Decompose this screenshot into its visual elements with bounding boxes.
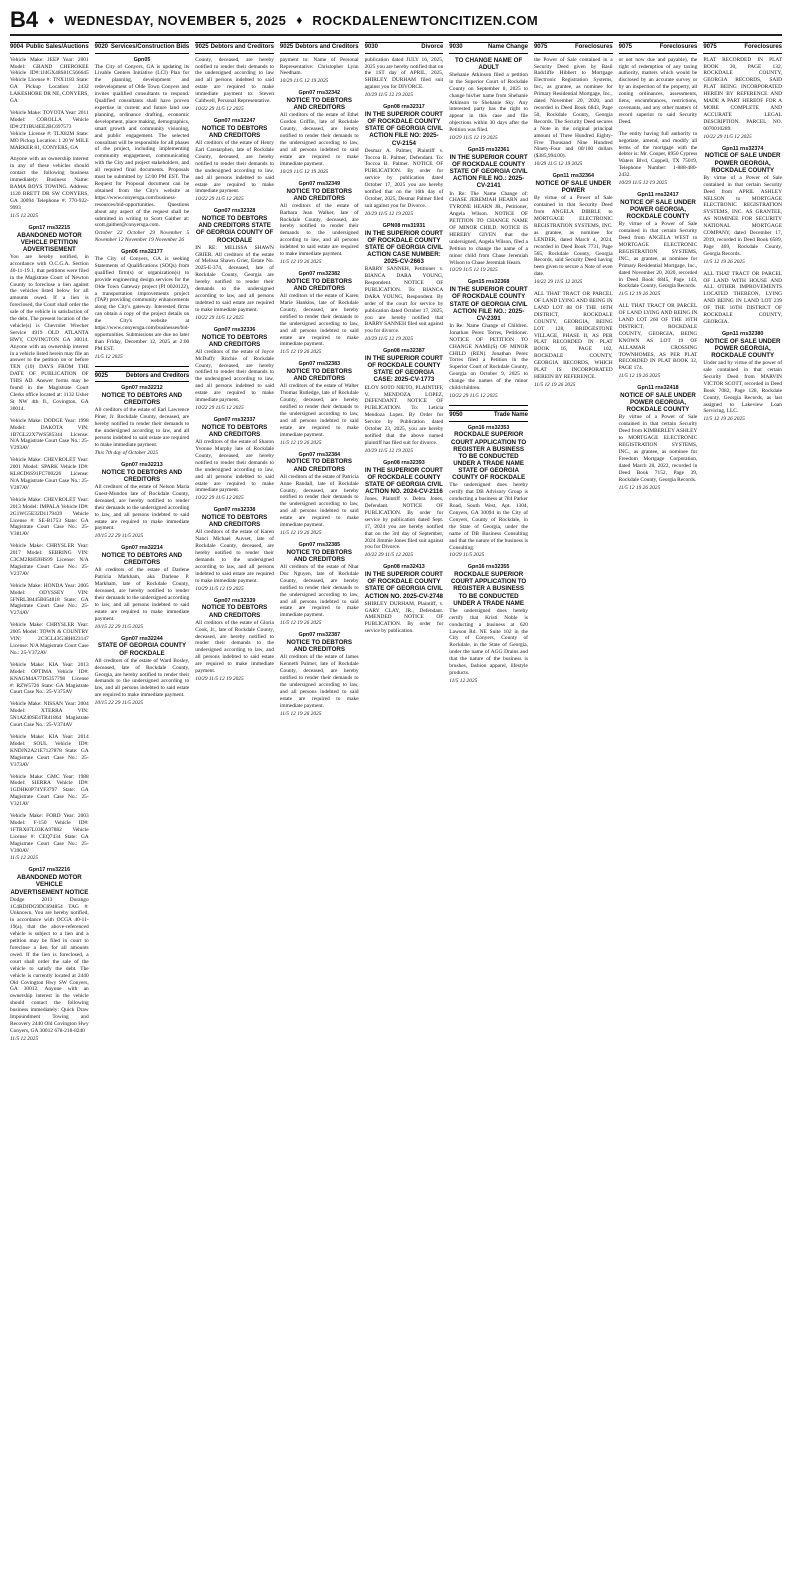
legal-notice xyxy=(534,291,613,389)
notice-body: All creditors of the estate of Gloria Cook, Jr., late of Rockdale County, deceased, are hereby notified to render their demands to the undersigned according to law, and all persons indebted to said estate are required to make immediate payment. xyxy=(195,619,274,675)
notice-title: NOTICE TO DEBTORS AND CREDITORS xyxy=(286,97,352,112)
column-9 xyxy=(703,42,782,1582)
notice-code: Gpn16 rns32353 xyxy=(467,424,510,431)
legal-notice xyxy=(10,225,89,413)
notice-run-dates: 10/29 11/5 12 19 2025 xyxy=(195,675,244,682)
notice-run-dates: 10/22 29 11/5 12 2025 xyxy=(195,495,244,502)
notice-body: By virtue of a Power of Sale contained in that certain Security Deed from KIMBERLEY ASHLEY to MORTGAGE ELECTRONIC REGISTRATION SYSTEMS, INC., as grantee, as nominee for Freedom Mortgage Corporation, dated March 28, 2022, recorded in Deed Book 7152, Page 39, Rockdale County, Georgia Records. xyxy=(618,414,698,483)
notice-body: ALL THAT TRACT OR PARCEL OF LAND LYING AND BEING IN LAND LOT 88 OF THE 16TH DISTRICT, ROCKDALE COUNTY, GEORGIA, BEING LOT 128, BRIDGESTONE VILLAGE, PHASE II, AS PER PLAT RECORDED IN PLAT BOOK 16, PAGE 102, ROCKDALE COUNTY, GEORGIA RECORDS, WHICH PLAT IS INCORPORATED HEREIN BY REFERENCE. xyxy=(533,291,613,380)
legal-notice xyxy=(195,417,274,502)
legal-notice xyxy=(195,327,274,412)
notice-body: The entity having full authority to negotiate, amend, and modify all terms of the mortgage with the debtor is: Mr. Cooper, 8950 Cypress Waters Blvd, Coppell, TX 75019, Telephone Number: 1-888-480-2432. xyxy=(618,130,698,179)
notice-body: Anyone with an ownership interest in any of these vehicles should contact the following business immediately: Business Name: BAMA BOYS TOWING. Address: 1120 BRETT DR SW CONYERS, GA 30094 Telephone #: 770-922-9993 xyxy=(10,156,89,211)
notice-body: All creditors of the estate of Ethel Gordon Griffin, late of Rockdale County, deceased, are hereby notified to render their demands to the undersigned according to law, and all persons indebted to said estate are required to make immediate payment. xyxy=(279,112,359,167)
notice-run-dates: 10/15 22 29 11/5 2025 xyxy=(94,623,144,630)
notice-run-dates: 10/29 11/5 12 19 2025 xyxy=(364,336,414,343)
notice-code: Gpn07 rns32328 xyxy=(213,208,256,215)
notice-body: payment to: Name of Personal Representative: Christopher Lynn Needham. xyxy=(279,56,359,77)
notice-run-dates: 10/22 29 11/5 12 2025 xyxy=(195,405,244,412)
legal-notice xyxy=(365,57,444,99)
notice-body: PLAT RECORDED IN PLAT BOOK 30, PAGE 132, ROCKDALE COUNTY, GEORGIA RECORDS, SAID PLAT BEING INCORPORATED HEREIN BY REFERENCE AND MADE A PART HEREOF FOR A MORE COMPLETE AND ACCURATE LEGAL DESCRIPTION. PARCEL NO. 0070010289. xyxy=(703,56,782,132)
notice-body: You are hereby notified, in accordance with O.C.G.A. Section 40-11-19.1, that petitions were filed in the Magistrate Court of Newton County to foreclose a lien against the vehicles listed below for all amounts owed. If a lien is foreclosed, the Court shall order the sale of the vehicle in satisfaction of the debt. The present location of the vehicle(s) is Chevrolet Wrecker Service 4919 OLD ATLANTA HWY, COVINGTON GA 30014. Anyone with an ownership interest in a vehicle listed herein may file an answer to the petition on or before TEN (10) DAYS FROM THE DATE OF PUBLICATION OF THIS AD. Answer forms may be found in the Magistrate Court Clerks office located at: 1132 Usher St NW 4th fl., Covington, GA 30014. xyxy=(10,253,89,412)
notice-body: All creditors of the estate of Ward Bosley, deceased, late of Rockdale County, Georgia, are hereby notified to render their demands to the undersigned according to law, and all persons indebted to said estate are required to make immediate payment. xyxy=(94,657,190,699)
notice-body: Vehicle Make: CHRYSLER Year: 2017 Model: SEBRING VIN: C3CM2RH59HS99 License: N/A Magistrate Court Case No.: 25-V237AV xyxy=(10,543,89,577)
notice-body: By virtue of a Power of Sale contained in that certain Security Deed from APRIL ASHLEY NELSON to MORTGAGE ELECTRONIC REGISTRATION SYSTEMS, INC. AS GRANTEE, AS NOMINEE FOR SECURITY NATIONAL MORTGAGE COMPANY, dated December 17, 2019, recorded in Deed Book 6589, Page 469, Rockdale County, Georgia Records. xyxy=(703,174,782,257)
notice-body: Vehicle Make: KIA Year: 2014 Model: SOUL Vehicle ID#: KNDJN2A21E7127878 State: GA Magistrate Court Case No.: 25-V373AV xyxy=(10,733,89,768)
notice-title: NOTICE OF SALE UNDER POWER GEORGIA, ROCKDALE COUNTY xyxy=(620,198,696,221)
notice-code: Gpn07 rns32384 xyxy=(298,451,341,458)
notice-title: NOTICE OF SALE UNDER POWER GEORGIA, ROCKDALE COUNTY xyxy=(620,392,696,414)
legal-notice xyxy=(619,57,698,126)
section-divider xyxy=(449,405,528,406)
notice-run-dates: 11/5 12 19 26 2025 xyxy=(618,291,661,298)
legal-notice xyxy=(365,223,444,344)
notice-code: Gpn07 rns32336 xyxy=(213,326,256,333)
notice-body: All creditors of the estate of Karen Marie Hankins, late of Rockdale County, deceased, are hereby notified to render their demands to the undersigned according to law, and all persons indebted to said estate are required to make immediate payment. xyxy=(279,293,359,348)
notice-code: Gpn05 xyxy=(133,56,151,63)
notice-code: Gpn16 rns32355 xyxy=(467,564,510,571)
section-code: 9004 xyxy=(10,44,24,50)
notice-run-dates: 11/5 12 2025 xyxy=(449,677,478,684)
legal-notice xyxy=(95,385,190,457)
notice-body: Vehicle Make: CHEVROLET Year: 2013 Model: IMPALA Vehicle ID#: 2G1WG5E32D1179439 Vehicle License #: SE-B1753 State: GA Magistrate Court Case No.: 25-V381AV xyxy=(10,496,89,538)
notice-code: Gpn07 rns32387 xyxy=(298,632,341,639)
classified-section-header xyxy=(280,42,359,54)
notice-title: NOTICE TO DEBTORS AND CREDITORS xyxy=(201,423,268,438)
notice-run-dates: 11/5 12 19 26 2025 xyxy=(279,620,322,627)
notice-code: Gpn07 rns32213 xyxy=(121,461,163,468)
notice-run-dates: 10/22 29 11/5 12 2025 xyxy=(195,196,244,203)
notice-run-dates: 10/29 11/5 12 19 2025 xyxy=(279,78,329,85)
column-7 xyxy=(534,42,613,1582)
notice-run-dates: 10/29 11/5 12 19 2025 xyxy=(364,92,414,99)
legal-notice xyxy=(10,57,89,105)
section-code: 9020 xyxy=(94,44,109,50)
legal-notice xyxy=(195,598,274,683)
legal-notice xyxy=(95,249,190,361)
legal-notice xyxy=(703,57,782,141)
legal-notice xyxy=(195,208,274,321)
column-5 xyxy=(365,42,444,1582)
notice-title: NOTICE TO DEBTORS AND CREDITORS xyxy=(101,468,183,483)
notice-code: Gpn07 rns32214 xyxy=(121,545,163,552)
classified-section-header xyxy=(10,42,89,54)
legal-notice xyxy=(95,545,190,630)
notice-code: Gpn07 rns32349 xyxy=(298,180,341,187)
notice-run-dates: 11/5 12 2025 xyxy=(94,353,123,360)
notice-run-dates: 11/5 12 19 26 2025 xyxy=(703,258,745,265)
notice-run-dates: 10/22 29 11/5 12 2025 xyxy=(449,392,498,399)
notice-body: All creditors of the estate of Karen Nanci Michael Auvset, late of Rockdale County, deceased, are hereby notified to render their demands to the undersigned according to law, and all persons indebted to said estate are required to make immediate payment. xyxy=(195,529,274,584)
notice-body: All creditors of the estate of Joyce McDuffy Ritchie of Rockdale County, deceased, are hereby notified to render their demands to the undersigned according to law, and all persons indebted to said estate are required to make immediate payment. xyxy=(195,348,274,404)
legal-notice xyxy=(10,583,89,618)
section-code: 9075 xyxy=(703,44,717,50)
notice-body: In Re: Name Change of Children. Jonathan Perez Torres, Petitioner. NOTICE OF PETITION TO CHANGE NAME(S) OF MINOR CHILD (REN). Jonathan Perez Torres filed a Petition in the Superior Court of Rockdale County, Georgia on October 9, 2025 to change the names of the minor child/children. xyxy=(449,322,528,392)
notice-run-dates: 10/29 11/5 12 19 2025 xyxy=(449,135,498,142)
notice-code: Gpn08 rns32393 xyxy=(383,459,425,466)
notice-body: The City of Conyers, GA is seeking Statements of Qualifications (SOQs) from qualified firm(s) or organization(s) to provide engineering design services for the Olde Town Gateway project (PI 0020122), a transportation improvements project (TAP) providing community enhancements along the City's gateway. Interested firms can obtain a copy of the project details on the City's website at https://www.conyersga.com/businesses/bid-opportunities. Submissions are due no later than Friday, December 12, 2025 at 2:00 PM EST. xyxy=(94,256,190,352)
notice-title: NOTICE TO DEBTORS AND CREDITORS xyxy=(286,187,352,202)
section-code: 9075 xyxy=(618,44,632,50)
legal-notice xyxy=(10,110,89,151)
classified-section-header xyxy=(365,42,444,54)
notice-body: All creditors of the estate of Henry Earl Carstarphen, late of Rockdale County, deceased, are hereby notified to render their demands to the undersigned according to law, and all persons indebted to said estate are required to make immediate payment. xyxy=(195,140,274,195)
notice-body: Vehicle Make: NISSAN Year: 2004 Model: XTERRA VIN: 5N1AZ40SE4TR41864 Magistrate Court Case No.: 25-V374AV xyxy=(10,701,89,729)
notice-body: Vehicle Make: FORD Year: 2003 Model: F-150 Vehicle ID#: 1FTRX07L03KA97882 Vehicle License #: CEQ7434 State: GA Magistrate Court Case No.: 25-V390AV xyxy=(10,813,89,854)
legal-notice xyxy=(10,774,89,809)
legal-notice xyxy=(619,131,698,187)
notice-title: NOTICE TO DEBTORS AND CREDITORS xyxy=(201,333,268,348)
section-code: 9025 xyxy=(279,44,294,50)
notice-body: Vehicle Make: GMC Year: 1988 Model: SIERRA Vehicle ID#: 1GDHK0P74YF3797 State: GA Magistrate Court Case No.: 25-V321AV xyxy=(10,773,89,808)
notice-title: NOTICE OF SALE UNDER POWER GEORGIA, ROCKDALE COUNTY xyxy=(704,152,781,174)
notice-run-dates: 10/29 11/5 2025 xyxy=(449,552,485,559)
notice-run-dates: 11/5 12 19 26 2025 xyxy=(279,439,322,446)
notice-body: Vehicle Make: JEEP Year: 2001 Model: GRAND CHEROKEE Vehicle ID#:1J4GX48S81C566645 Vehicle License #: TNX1183 State: GA Pickup Location: 2432 LAKESHORE DR NE, CONYERS, GA xyxy=(10,56,89,105)
legal-notice xyxy=(280,542,359,627)
notice-body: publication dated JULY 16, 2025, 2025 you are hereby notified that on the 1ST day of APRIL, 2025, SHIRLEY DURHAM filed suit against you for DIVORCE. xyxy=(364,56,444,91)
notice-body: By virtue of a Power of Sale contained in that Security Deed from ANGELA DIBBLE to MORTGAGE ELECTRONIC REGISTRATION SYSTEMS, INC. as grantee, as nominee for LENDER, dated March 4, 2024, recorded in Deed Book 7731, Page 565, Rockdale County, Georgia Records, said Security Deed having been given to secure a Note of even date. xyxy=(533,195,613,278)
notice-code: Gpn11 rns32380 xyxy=(721,330,764,337)
notice-run-dates: 10/29 11/5 12 19 2025 xyxy=(364,447,414,454)
column-2 xyxy=(95,42,190,1582)
section-title: Services/Construction Bids xyxy=(110,44,190,50)
legal-notice xyxy=(10,734,89,769)
notice-title: NOTICE TO DEBTORS AND CREDITORS xyxy=(201,124,268,139)
notice-code: Gpn08 rns32317 xyxy=(383,104,425,111)
notice-title: IN THE SUPERIOR COURT OF ROCKDALE COUNTY STATE OF GEORGIA CIVIL ACTION CASE NUMBER: 2025-CV-2663 xyxy=(364,229,443,266)
notice-code: Gpn07 rns32244 xyxy=(121,635,163,642)
classified-section-header xyxy=(449,42,528,54)
notice-code: Gpn15 rns32368 xyxy=(467,279,510,286)
legal-notice xyxy=(10,543,89,578)
page-number: B4 xyxy=(10,7,39,32)
notice-body: All creditors of the estate of Nhat Duc Nguyen, late of Rockdale County, deceased, are hereby notified to render their demands to the undersigned according to law, and all persons indebted to said estate are required to make immediate payment. xyxy=(279,564,359,619)
notice-code: Gpn07 rns32385 xyxy=(298,541,341,548)
legal-notice xyxy=(95,462,190,540)
notice-run-dates: 10/22 29 11/5 12 2025 xyxy=(533,279,583,286)
notice-title: ROCKDALE SUPERIOR COURT APPLICATION TO REGISTER A BUSINESS TO BE CONDUCTED UNDER A TRADE NAME xyxy=(451,571,527,607)
legal-notice xyxy=(195,118,274,203)
legal-notice xyxy=(365,564,444,635)
notice-body: Vehicle Make: TOYOTA Year: 2011 Model: COROLLA Vehicle ID#:2T1BU4EE2BC697573 Vehicle License #: TLX82M State: MO Pickup Location: 1 20 W MILE MARKER 81, CONYERS, GA xyxy=(10,110,89,151)
legal-notice xyxy=(10,813,89,862)
legal-notice xyxy=(365,348,444,454)
notice-run-dates: 11/5 12 19 26 2025 xyxy=(533,381,576,388)
legal-notice xyxy=(280,452,359,537)
notice-body: All creditors of the estate of Barbara Jean Walker, late of Rockdale County, deceased, are hereby notified to render their demands to the undersigned according to law, and all persons indebted to said estate are required to make immediate payment. xyxy=(279,202,359,258)
column-8 xyxy=(619,42,698,1582)
notice-body: County, deceased, are hereby notified to render their demands to the undersigned according to law and all persons indebted to said estate are required to make immediate payment to: Steven Caldwell, Personal Representative. xyxy=(195,56,274,105)
legal-notice xyxy=(95,57,190,244)
legal-notice xyxy=(10,867,89,1042)
classified-section-header xyxy=(195,42,274,54)
legal-notice xyxy=(280,361,359,446)
notice-run-dates: 11/5 12 19 26 2025 xyxy=(279,259,322,266)
notice-run-dates: 10/22 29 11/5 12 2025 xyxy=(195,106,244,113)
notice-title: NOTICE TO DEBTORS AND CREDITORS xyxy=(101,552,183,567)
notice-body: All creditors of the estate of Patricia Anne Randall, late of Rockdale County, deceased, are hereby notified to render their demands to the undersigned according to law, and all persons indebted to said estate are required to make immediate payment. xyxy=(279,473,359,529)
notice-code: Gpn11 rns32374 xyxy=(721,145,764,152)
notice-body: or not now due and payable), the right of redemption of any taxing authority, matters which would be disclosed by an accurate survey or by an inspection of the property, all zoning ordinances, assessments, liens, encumbrances, restrictions, covenants, and any other matters of record superior to said Security Deed. xyxy=(618,56,698,125)
classified-section-header xyxy=(534,42,613,54)
notice-body: Vehicle Make: DODGE Year: 1998 Model: DAKOTA VIN: 1B7GL22X7WS585344 License: N/A Magistrate Court Case No.: 25-V293AV xyxy=(10,417,89,452)
notice-run-dates: 10/29 11/5 12 19 2025 xyxy=(618,180,668,187)
legal-notice xyxy=(703,271,782,326)
section-title: Name Change xyxy=(487,44,528,50)
column-1 xyxy=(10,42,89,1582)
notice-title: NOTICE TO DEBTORS AND CREDITORS xyxy=(201,604,268,619)
notice-title: IN THE SUPERIOR COURT OF ROCKDALE COUNTY STATE OF GEORGIA CASE: 2025-CV-1773 xyxy=(364,355,443,384)
notice-body: Under and by virtue of the power of sale contained in that certain Security Deed from MARVIN VICTOR SCOTT, recorded in Deed Book 7082, Page 128, Rockdale County, Georgia Records, as last assigned to Lakeview Loan Servicing, LLC. xyxy=(703,360,782,415)
notice-body: Vehicle Make: CHEVROLET Year: 2001 Model: SPARK Vehicle ID#: KL8CD6S91FC700226 License: N/A Magistrate Court Case No.: 25-V287AV xyxy=(10,457,89,491)
section-title: Foreclosures xyxy=(659,44,698,50)
notice-body: All creditors of the estate of Darlene Patricia Markham, aka Darlene P. Markham, late of Rockdale County, deceased, are hereby notified to render their demands to the undersigned according to law, and all persons indebted to said estate are required to make immediate payment. xyxy=(94,567,190,622)
legal-notice xyxy=(534,57,613,169)
legal-notice xyxy=(280,57,359,86)
column-4 xyxy=(280,42,359,1582)
section-title: Debtors and Creditors xyxy=(295,44,359,50)
notice-title: ABANDONED MOTOR VEHICLE PETITION ADVERTISEMENT xyxy=(16,231,82,253)
legal-notice xyxy=(10,418,89,453)
notice-title: NOTICE TO DEBTORS AND CREDITORS xyxy=(201,514,268,529)
separator-diamond-icon: ♦ xyxy=(296,12,303,27)
notice-run-dates: 10/22 29 11/5 12 2025 xyxy=(364,552,414,559)
notice-code: Gpn06 rns32177 xyxy=(121,249,163,256)
notice-body: Shehanie Atkinson filed a petition in the Superior Court of Rockdale County on September 8, 2025 to change his/her name from Shehanie Atkinson to Shehanie Sky. Any interested party has the right to appear in this case and file objections within 30 days after the Petition was filed. xyxy=(449,71,528,134)
section-divider xyxy=(95,366,190,367)
notice-run-dates: 10/29 11/5 12 19 2025 xyxy=(195,585,244,592)
notice-title: NOTICE TO DEBTORS AND CREDITORS xyxy=(286,277,352,292)
notice-code: Gpn07 rns32338 xyxy=(213,507,256,514)
legal-notice xyxy=(449,57,528,142)
notice-title: IN THE SUPERIOR COURT OF ROCKDALE COUNTY STATE OF GEORGIA CIVIL ACTION FILE NO.: 2025-CV-2141 xyxy=(449,153,528,190)
notice-code: Gpn07 rns32212 xyxy=(121,385,163,392)
section-title: Debtors and Creditors xyxy=(125,372,190,379)
notice-code: Gpn07 rns32339 xyxy=(213,597,256,604)
notice-run-dates: 11/5 12 19 26 2025 xyxy=(279,710,322,717)
notice-run-dates: 11/5 12 19 26 2025 xyxy=(279,349,322,356)
notice-run-dates: 11/5 12 19 26 2025 xyxy=(279,529,322,536)
section-code: 9075 xyxy=(533,44,548,50)
legal-notice-columns xyxy=(10,42,782,1582)
notice-run-dates: 10/29 11/5 12 19 2025 xyxy=(449,267,498,274)
legal-notice xyxy=(619,192,698,298)
section-code: 9030 xyxy=(449,44,463,50)
legal-notice xyxy=(703,331,782,423)
notice-code: GPN08 rns31931 xyxy=(382,222,426,229)
section-title: Divorce xyxy=(421,44,444,50)
legal-notice xyxy=(280,271,359,356)
legal-notice xyxy=(703,146,782,266)
notice-title: NOTICE TO DEBTORS AND CREDITORS xyxy=(286,368,352,383)
section-code: 9025 xyxy=(94,372,109,379)
legal-notice xyxy=(449,564,528,685)
classified-section-header xyxy=(703,42,782,54)
notice-title: NOTICE OF SALE UNDER POWER xyxy=(535,180,612,195)
notice-code: Gpn11 rns32418 xyxy=(637,385,679,392)
legal-notice xyxy=(619,303,698,380)
notice-body: Dodge 2013 Durango 1C4RDJDG9DC694854 TAG #: Unknown. You are hereby notified, in accordance with OCGA 40-11-19(a), that the above-referenced vehicle is subject to a lien and a petition may be filed in court to foreclose a lien for all amounts owed. If the lien is foreclosed, a court shall order the sale of the vehicle to satisfy the debt. The vehicle is currently located at 2440 Old Covington Hwy SW Conyers, GA 30012. Anyone with an ownership interest in the vehicle should contact the following business immediately: Quick Draw Impoundment Towing and Recovery 2440 Old Covington Hwy Conyers, GA 30012 678-218-8240 xyxy=(10,896,89,1034)
legal-notice xyxy=(10,622,89,657)
legal-notice xyxy=(365,460,444,560)
issue-date: WEDNESDAY, NOVEMBER 5, 2025 xyxy=(64,12,287,28)
section-title: Debtors and Creditors xyxy=(210,44,274,50)
notice-run-dates: 11/5 12 2025 xyxy=(10,1035,39,1042)
notice-run-dates: 11/5 12 2025 xyxy=(10,212,39,219)
notice-body: All creditors of the estate of Earl Lawrence Piner, Jr. Rockdale County, deceased, are hereby notified to render their demands to the undersigned according to law, and all persons indebted to said estate are required to make immediate payment. xyxy=(94,407,190,448)
section-title: Public Sales/Auctions xyxy=(25,44,89,50)
notice-body: By virtue of a Power of Sale contained in that certain Security Deed from ANGELA WEST to MORTGAGE ELECTRONIC REGISTRATION SYSTEMS, INC., as grantee, as nominee for Primary Residential Mortgage, Inc., dated November 20, 2020, recorded in Deed Book 6845, Page 143, Rockdale County, Georgia Records. xyxy=(618,221,698,290)
notice-title: NOTICE OF SALE UNDER POWER GEORGIA, ROCKDALE COUNTY xyxy=(704,337,781,360)
classified-section-header xyxy=(95,371,190,383)
classified-section-header xyxy=(619,42,698,54)
notice-code: Gpn07 rns32247 xyxy=(213,117,256,124)
legal-notice xyxy=(10,701,89,729)
notice-code: Gpn08 rns32387 xyxy=(383,348,425,355)
notice-title: IN THE SUPERIOR COURT OF ROCKDALE COUNTY STATE OF GEORGIA CIVIL ACTION FILE NO.: 2025-CV-2391 xyxy=(449,286,528,322)
legal-notice xyxy=(365,104,444,218)
notice-run-dates: 10/29 11/5 12 19 2025 xyxy=(533,161,583,168)
notice-title: NOTICE TO DEBTORS AND CREDITORS xyxy=(286,548,352,563)
notice-run-dates: 10/15 22 29 11/5 2025 xyxy=(94,533,144,540)
notice-body: All creditors of the estate of Walter Thomas Rutledge, late of Rockdale County, deceased, are hereby notified to render their demands to the undersigned according to law, and all persons indebted to said estate are required to make immediate payment. xyxy=(279,383,359,438)
notice-body: ELOY SOTO NIETO, PLAINTIFF, V. MENDOZA LOPEZ, DEFENDANT. NOTICE OF PUBLICATION. To: Leticia Mendoza Lopez. By Order for Service by Publication dated October 23, 2025, you are hereby notified that the above named plaintiff has filed suit for divorce. xyxy=(364,384,444,446)
notice-body: BARRY SANNEH, Petitioner v. BIANCA DARA YOUNG, Respondent. NOTICE OF PUBLICATION. To: BIANCA DARA YOUNG, Respondent. By order of the court for service by publication dated October 17, 2025, you are hereby notified that BARRY SANNEH filed suit against you for divorce. xyxy=(364,266,444,335)
legal-notice xyxy=(195,57,274,113)
notice-code: Gpn07 rns32383 xyxy=(298,361,341,368)
notice-run-dates: 11/5 12 19 26 2025 xyxy=(703,416,745,423)
site-url[interactable]: ROCKDALENEWTONCITIZEN.COM xyxy=(312,12,539,28)
notice-title: TO CHANGE NAME OF ADULT xyxy=(454,56,523,71)
notice-body: The undersigned does hereby certify that Kristi Noble is conducting a business at 620 Lawson Rd. NE Suite 102 in the City of Conyers, County of Rockdale, in the State of Georgia, under the name of AGG Drains and that the nature of the business is brushes, fashion apparel, lifestyle products. xyxy=(449,607,528,676)
legal-notice xyxy=(280,632,359,717)
notice-title: ABANDONED MOTOR VEHICLE ADVERTISEMENT NOTICE xyxy=(10,874,89,896)
notice-run-dates: 10/15 22 29 11/5 2025 xyxy=(94,700,144,707)
notice-code: Gpn17 rns32215 xyxy=(28,224,71,231)
legal-notice xyxy=(280,90,359,175)
notice-body: Vehicle Make: CHRYSLER Year: 2005 Model: TOWN & COUNTRY VIN: 2C3CL43G38H023147 License: N/A Magistrate Court Case No.: 25-V372AV xyxy=(10,622,89,656)
notice-run-dates: This 7th day of October 2025 xyxy=(94,449,159,456)
legal-notice xyxy=(619,385,698,491)
notice-code: Gpn08 rns32413 xyxy=(383,564,425,571)
section-title: Foreclosures xyxy=(744,44,782,50)
notice-body: All creditors of the estate of Nelson Maria Guest-Mundon late of Rockdale County, deceased, are hereby notified to render their demands to the undersigned according to law, and all persons indebted to said estate are required to make immediate payment. xyxy=(94,483,190,532)
classified-section-header xyxy=(95,42,190,54)
legal-notice xyxy=(280,181,359,266)
notice-run-dates: 11/5 12 19 26 2025 xyxy=(618,484,661,491)
notice-body: ALL THAT TRACT OR PARCEL OF LAND LYING AND BEING IN LAND LOT 260 OF THE 16TH DISTRICT, ROCKDALE COUNTY, GEORGIA, BEING KNOWN AS LOT 19 OF ALLAMAR CROSSING TOWNHOMES, AS PER PLAT RECORDED IN PLAT BOOK 32, PAGE 174. xyxy=(618,303,698,372)
legal-notice xyxy=(10,457,89,492)
notice-code: Gpn11 rns32364 xyxy=(552,173,594,180)
notice-run-dates: October 22 October 29 November 5 November 12 November 19 November 26 xyxy=(94,230,190,244)
legal-notice xyxy=(534,173,613,286)
section-code: 9030 xyxy=(364,44,378,50)
notice-body: In Re: The Name Change of: CHASE JEREMIAH HEARN and TYRONE HEARN JR., Petitioner, Angela Wilson. NOTICE OF PETITION TO CHANGE NAME OF MINOR CHILD. NOTICE IS HEREBY GIVEN that the undersigned, Angela Wilson, filed a Petition to change the name of a minor child from Chase Jeremiah Wilson to Chase Jeremiah Hearn. xyxy=(449,190,528,266)
notice-body: Jones, Plaintiff v. Debra Jones, Defendant. NOTICE OF PUBLICATION. By order for service by publication dated Sept. 17, 2024 you are hereby notified that on the 3rd day of September, 2024 Jimmie Jones filed suit against you for Divorce. xyxy=(364,496,444,551)
notice-run-dates: 11/5 12 19 26 2025 xyxy=(618,373,661,380)
section-title: Foreclosures xyxy=(574,44,613,50)
notice-run-dates: 10/29 11/5 12 19 2025 xyxy=(364,210,414,217)
column-3 xyxy=(195,42,274,1582)
legal-notice xyxy=(195,507,274,592)
notice-title: NOTICE TO DEBTORS AND CREDITORS STATE OF GEORGIA COUNTY OF ROCKDALE xyxy=(195,215,274,244)
legal-notice xyxy=(95,636,190,708)
page-header xyxy=(10,6,782,36)
section-code: 9050 xyxy=(449,411,463,418)
notice-title: IN THE SUPERIOR COURT OF ROCKDALE COUNTY STATE OF GEORGIA CIVIL ACTION NO. 2025-CV-2748 xyxy=(364,571,443,600)
notice-body: Vehicle Make: KIA Year: 2013 Model: OPTIMA Vehicle ID#: KNAGM4A77D5357798 License #: RZW5726 State: GA Magistrate Court Case No.: 25-V375AV xyxy=(10,661,89,696)
notice-body: the Power of Sale contained in a Security Deed given by Basil Radcliffe Hibbert to Mortgage Electronic Registration Systems, Inc., as grantee, as nominee for Primary Residential Mortgage, Inc., dated November 20, 2020, and recorded in Deed Book 6843, Page 50, Rockdale County, Georgia Records. The Security Deed secures a Note in the original principal amount of Three Hundred Eighty-Five Thousand Nine Hundred Ninety-Four and 00/100 dollars ($385,994.00). xyxy=(533,56,613,160)
notice-body: IN RE: MELISSA SHAWN GRIER. All creditors of the estate of Melissa Shawn Grier, Estate No. 2025-E-374, deceased, late of Rockdale County, Georgia are hereby notified to render their demands to the undersigned according to law, and all persons indebted to said estate are required to make immediate payment. xyxy=(195,244,274,313)
notice-run-dates: 11/5 12 2025 xyxy=(10,855,39,862)
notice-title: IN THE SUPERIOR COURT OF ROCKDALE COUNTY STATE OF GEORGIA CIVIL ACTION FILE NO: 2025-CV-2154 xyxy=(364,111,443,147)
notice-code: Gpn07 rns32337 xyxy=(213,416,256,423)
notice-body: Vehicle Make: HONDA Year: 2005 Model: ODYSSEY VIN: 5FNRL38445B054818 State: GA Magistrate Court Case No.: 25-V274AV xyxy=(10,582,89,617)
notice-body: All creditors of the estate of Sharon Yvonne Murphy late of Rockdale County, deceased, are hereby notified to render their demands to the undersigned according to law, and all persons indebted to said estate are required to make immediate payment. xyxy=(195,439,274,494)
notice-code: Gpn07 rns32342 xyxy=(298,90,341,97)
notice-code: Gpn11 rns32417 xyxy=(637,191,679,198)
notice-run-dates: 10/22 29 11/5 12 2025 xyxy=(195,314,244,321)
notice-code: Gpn17 rns32216 xyxy=(28,867,71,874)
classified-section-header xyxy=(449,410,528,422)
legal-notice xyxy=(10,156,89,219)
notice-code: Gpn07 rns32382 xyxy=(298,270,341,277)
notice-run-dates: 10/22 29 11/5 12 2025 xyxy=(703,133,752,140)
notice-run-dates: 10/29 11/5 12 19 2025 xyxy=(279,168,329,175)
notice-body: The City of Conyers, GA is updating its Livable Centers Initiative (LCI) Plan for the planning, development and redevelopment of Olde Town Conyers and invites qualified consultants to respond. Qualified consultants shall have proven expertise in current and future land use planning, ordinance drafting, economic development, place making, demographics, smart growth and community visioning, and public engagement. The selected consultant will be responsible for all phases of the project, including implementing community engagement, communicating with the City and project stakeholders, and all required final documents. Proposals must be submitted by 12:00 PM EST. The Request for Proposal document can be obtained from the City's website at https://www.conyersga.com/business-resources/bid-opportunities. Questions about any aspect of the request shall be submitted in writing to Scott Gaither at: scott.gaither@conyersga.com. xyxy=(94,63,190,229)
notice-title: ROCKDALE SUPERIOR COURT APPLICATION TO REGISTER A BUSINESS TO BE CONDUCTED UNDER A TRADE NAME STATE OF GEORGIA COUNTY OF ROCKDALE xyxy=(451,431,527,482)
section-title: Trade Name xyxy=(493,411,528,418)
notice-title: STATE OF GEORGIA COUNTY OF ROCKDALE xyxy=(97,642,187,657)
notice-body: SHIRLEY DURHAM, Plaintiff, v. GARY CLAY, JR., Defendant. AMENDED NOTICE OF PUBLICATION. By order for service by publication. xyxy=(364,600,444,635)
notice-title: NOTICE TO DEBTORS AND CREDITORS xyxy=(286,639,352,654)
column-6 xyxy=(449,42,528,1582)
legal-notice xyxy=(10,497,89,538)
legal-notice xyxy=(449,147,528,274)
notice-title: NOTICE TO DEBTORS AND CREDITORS xyxy=(101,392,183,407)
legal-notice xyxy=(10,662,89,697)
notice-title: NOTICE TO DEBTORS AND CREDITORS xyxy=(286,458,352,473)
legal-notice xyxy=(449,279,528,400)
notice-title: IN THE SUPERIOR COURT OF ROCKDALE COUNTY STATE OF GEORGIA CIVIL ACTION NO. 2024-CV-2116 xyxy=(364,466,443,495)
notice-code: Gpn15 rns32361 xyxy=(467,146,510,153)
notice-body: Desmar A. Palmer, Plaintiff v. Toccoa B. Palmer, Defendant. To: Toccoa B. Palmer. NOTICE OF PUBLICATION. By order for service by publication dated October 17, 2025 you are hereby notified that on the 16th day of October, 2025, Desmar Palmer filed suit against you for Divorce. xyxy=(364,147,444,209)
separator-diamond-icon: ♦ xyxy=(48,12,55,27)
notice-body: All creditors of the estate of James Kenneth Palmer, late of Rockdale County, deceased, are hereby notified to render their demands to the undersigned according to law, and all persons indebted to said estate are required to make immediate payment. xyxy=(279,654,359,709)
notice-body: ALL THAT TRACT OR PARCEL OF LAND WITH HOUSE AND ALL OTHER IMPROVEMENTS LOCATED THEREON, LYING AND BEING IN LAND LOT 239 OF THE 16TH DISTRICT OF ROCKDALE COUNTY, GEORGIA. xyxy=(703,270,782,325)
notice-body: The undersigned does hereby certify that DB Advisory Group is conducting a business at 784 Parker Road, South West, Apt. 1304, Conyers, GA 30094 in the City of Conyers, County of Rockdale, in the State of Georgia, under the name of DB Business Consulting and that the nature of the business is Consulting. xyxy=(449,482,528,551)
section-code: 9025 xyxy=(195,44,209,50)
legal-notice xyxy=(449,425,528,560)
